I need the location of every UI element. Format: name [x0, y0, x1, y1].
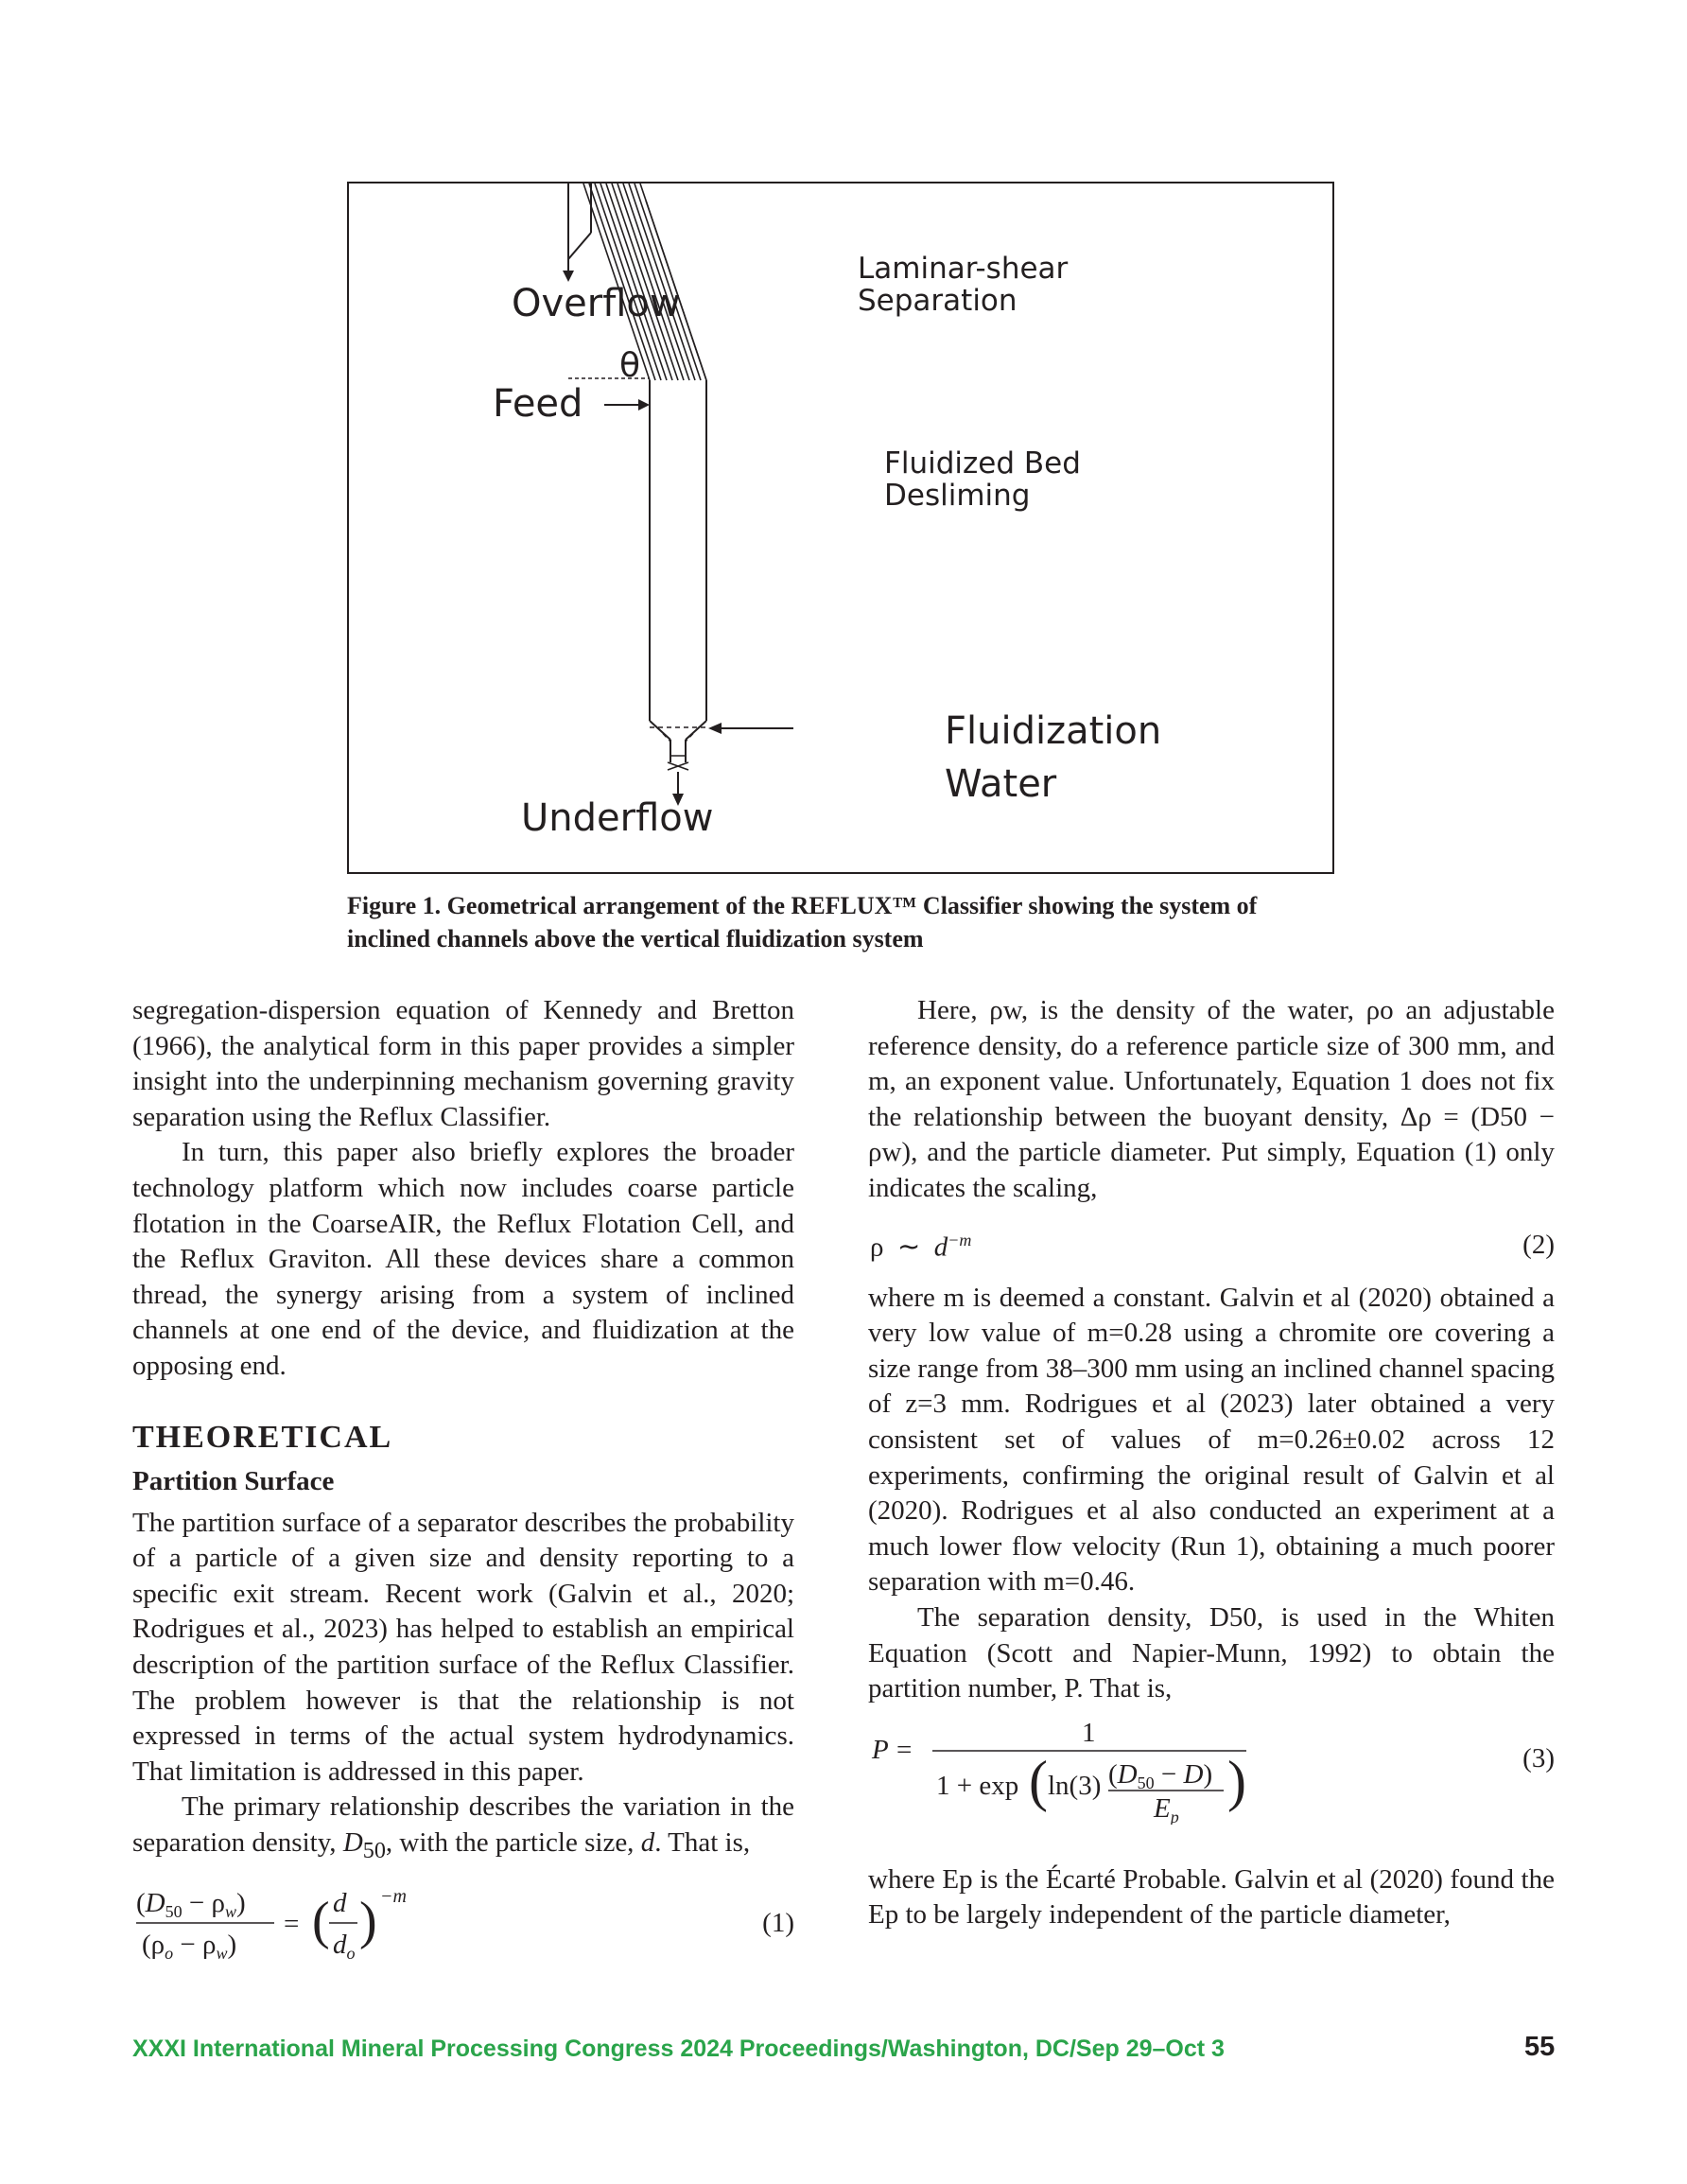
- svg-text:): ): [1227, 1749, 1246, 1812]
- equation-3: [868, 1721, 1555, 1825]
- right-column: [868, 993, 1555, 1933]
- subsection-heading: Partition Surface: [132, 1465, 335, 1496]
- separation-label: Separation: [858, 284, 1017, 318]
- svg-text:−m: −m: [380, 1886, 407, 1908]
- footer-text: XXXI International Mineral Processing Congress 2024 Proceedings/Washington, DC/Sep 29–Oct 3: [132, 2035, 1225, 2062]
- fluidization-label: Fluidization: [945, 709, 1162, 753]
- svg-text:(D50 − ρw): $(D_{50} - \rho_w)$: [136, 1888, 246, 1922]
- svg-text:ln(3): ln(3): [1048, 1770, 1102, 1801]
- paragraph: The separation density, D50, is used in the Whiten Equation (Scott and Napier-Munn, 1992) to obtain the partition number, P. That is,: [868, 1601, 1555, 1704]
- feed-label: Feed: [493, 382, 583, 426]
- svg-text:P: P: [872, 1734, 889, 1765]
- equation-1-formula: [132, 1881, 416, 1966]
- svg-text:Ep: $E_p$: [1154, 1792, 1179, 1825]
- figure-caption: Figure 1. Geometrical arrangement of the REFLUX™ Classifier showing the system of inclined channels above the vertical fluidization system: [347, 892, 1258, 952]
- desliming-label: Desliming: [884, 479, 1031, 513]
- svg-text:=: =: [284, 1909, 300, 1940]
- overflow-arrow: [563, 240, 574, 282]
- overflow-label: Overflow: [512, 282, 681, 325]
- equation-number: (2): [1522, 1229, 1555, 1260]
- svg-text:1 + exp: 1 + exp: [936, 1770, 1019, 1801]
- left-column: [132, 993, 794, 1983]
- underflow-label: Underflow: [521, 796, 714, 840]
- laminar-shear-label: Laminar-shear: [858, 252, 1069, 286]
- page-number: 55: [1524, 2032, 1556, 2062]
- equation-2: [868, 1220, 1555, 1264]
- paragraph: In turn, this paper also briefly explores the broader technology platform which now includes coarse particle flotation in the CoarseAIR, the Reflux Flotation Cell, and the Reflux Graviton. All these devices share a common thread, the synergy arising from a system of inclined channels at one end of the device, and fluidization at the opposing end.: [132, 1137, 794, 1381]
- paragraph: Here, ρw, is the density of the water, ρo an adjustable reference density, do a reference particle size of 300 mm, and m, an exponent value. Unfortunately, Equation 1 does not fix the relationship between the buoyant density, Δρ = (D50 − ρw), and the particle diameter. Put simply, Equation (1) only indicates the scaling,: [868, 995, 1555, 1203]
- paragraph: The primary relationship describes the variation in the separation density, $D_{50}$, with the particle size, d. That is,: [132, 1791, 794, 1863]
- section-heading: THEORETICAL: [132, 1419, 393, 1455]
- feed-arrow: [604, 399, 650, 411]
- reflux-classifier-diagram: [349, 183, 1332, 872]
- equation-number: (1): [762, 1908, 794, 1939]
- equation-3-formula: [868, 1721, 1284, 1825]
- equation-2-formula: ρ ∼ $d^{-m}$: [870, 1230, 972, 1263]
- svg-text:): ): [359, 1892, 377, 1951]
- svg-text:(: (: [312, 1892, 330, 1951]
- svg-text:(: (: [1029, 1749, 1048, 1812]
- svg-text:do: $d_o$: [333, 1930, 356, 1964]
- paragraph: where m is deemed a constant. Galvin et al (2020) obtained a very low value of m=0.28 using a chromite ore covering a size range from 38–300 mm using an inclined channel spacing of z=3 mm. Rodrigues et al (2023) later obtained a very consistent set of values of m=0.26±0.02 across 12 experiments, confirming the original result of Galvin et al (2020). Rodrigues et al also conducted an experiment at a much lower flow velocity (Run 1), obtaining a much poorer separation with m=0.46.: [868, 1282, 1555, 1598]
- svg-text:(ρo − ρw): $(\rho_o - \rho_w)$: [142, 1930, 237, 1964]
- equation-1: [132, 1881, 794, 1966]
- svg-text:(D50 − D): $(D_{50} - D)$: [1108, 1758, 1213, 1792]
- svg-text:d: d: [333, 1888, 347, 1919]
- paragraph: The partition surface of a separator describes the probability of a particle of a given size and density reporting to a specific exit stream. Recent work (Galvin et al., 2020; Rodrigues et al., 2023) has helped to establish an empirical description of the partition surface of the Reflux Classifier. The problem however is that the relationship is not expressed in terms of the actual system hydrodynamics. That limitation is addressed in this paper.: [132, 1507, 794, 1787]
- water-label: Water: [945, 762, 1057, 806]
- theta-label: θ: [619, 346, 641, 385]
- equation-number: (3): [1522, 1742, 1555, 1773]
- paragraph: where Ep is the Écarté Probable. Galvin et al (2020) found the Ep to be largely independent of the particle diameter,: [868, 1863, 1555, 1931]
- svg-text:1: 1: [1082, 1720, 1096, 1748]
- paragraph: segregation-dispersion equation of Kennedy and Bretton (1966), the analytical form in this paper provides a simpler insight into the underpinning mechanism governing gravity separation using the Reflux Classifier.: [132, 995, 794, 1132]
- fluidization-water-arrow: [708, 723, 793, 734]
- svg-text:=: =: [896, 1734, 913, 1765]
- vertical-fluidization-chamber: [650, 380, 706, 762]
- fluidized-bed-label: Fluidized Bed: [884, 446, 1081, 480]
- figure-1-diagram: [347, 182, 1334, 874]
